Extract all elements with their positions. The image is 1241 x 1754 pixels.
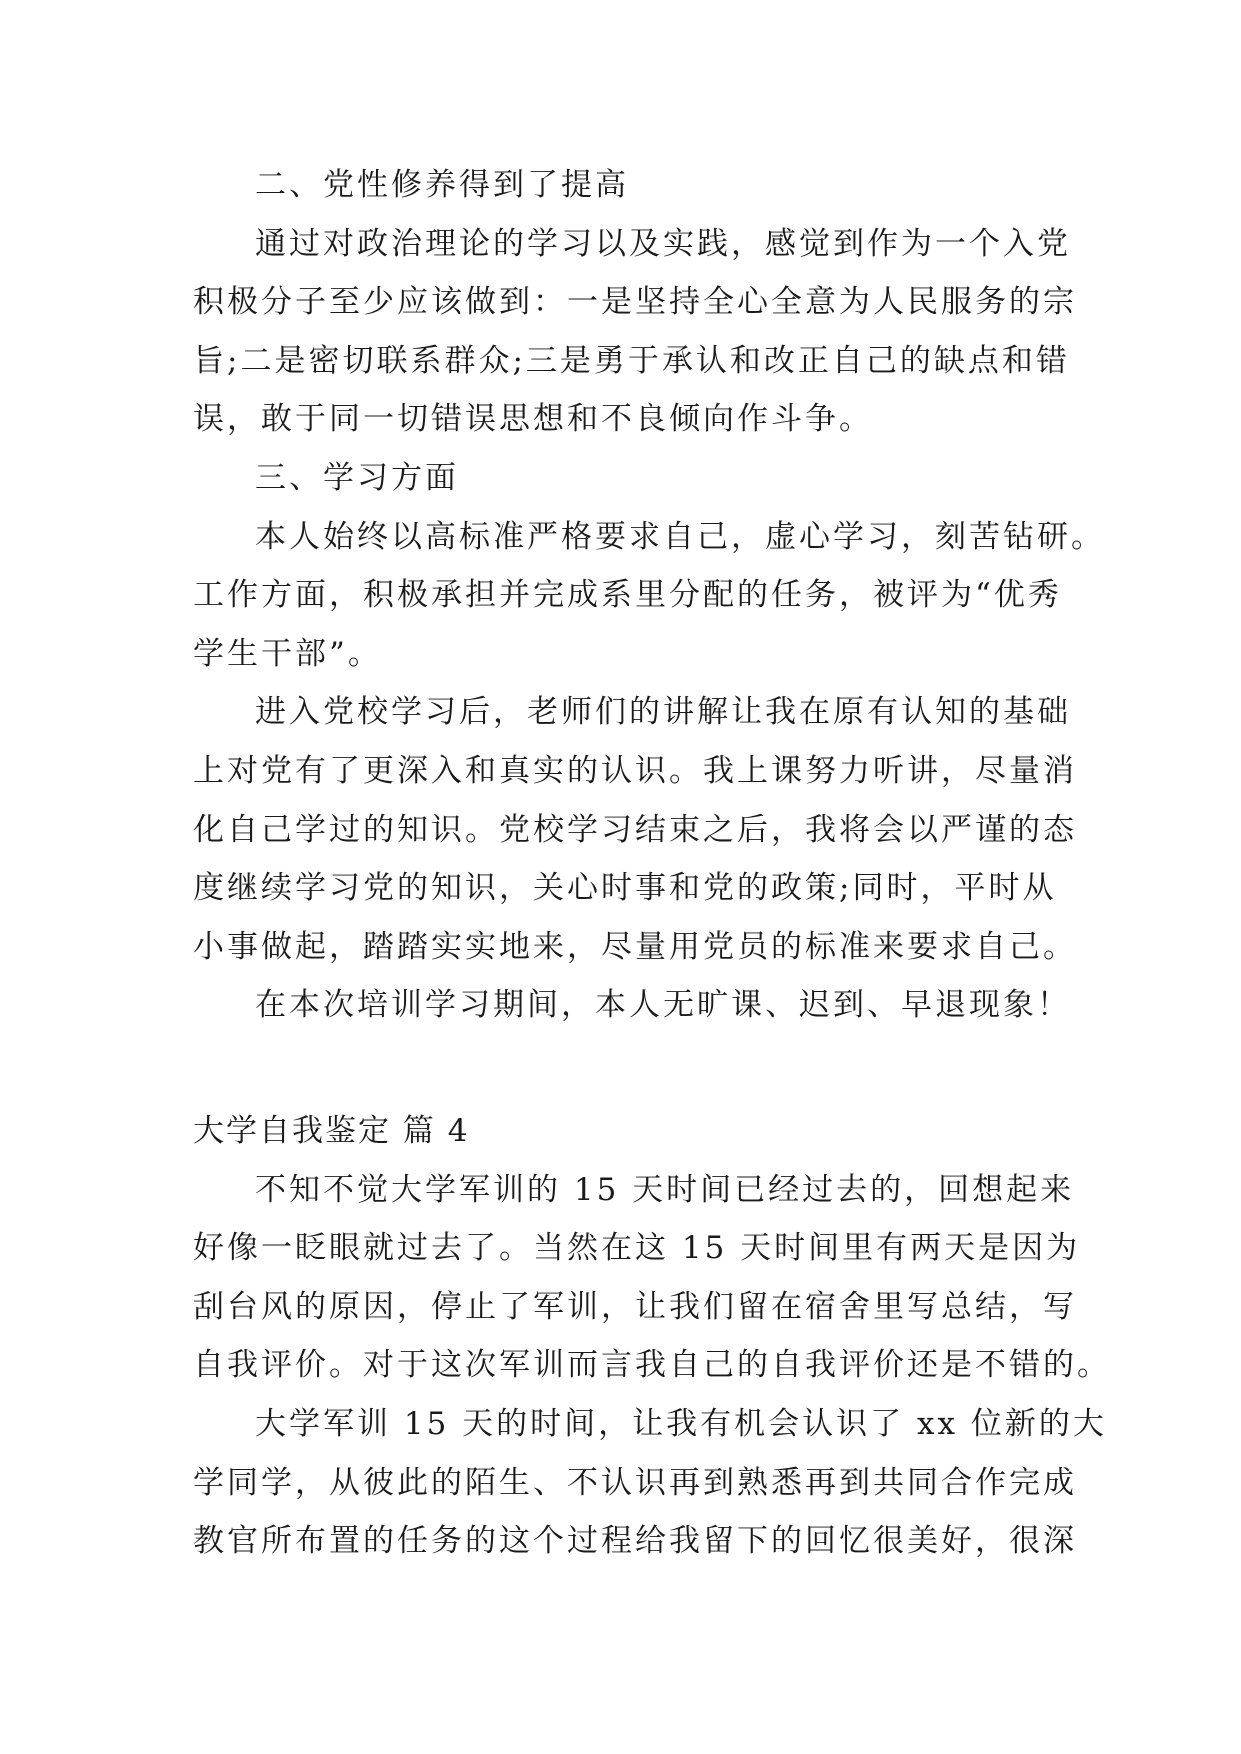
paragraph-line: 进入党校学习后，老师们的讲解让我在原有认知的基础 bbox=[255, 694, 1071, 731]
paragraph-line: 误，敢于同一切错误思想和不良倾向作斗争。 bbox=[193, 401, 873, 438]
paragraph-line: 不知不觉大学军训的 15 天时间已经过去的，回想起来 bbox=[255, 1171, 1075, 1208]
paragraph-line: 化自己学过的知识。党校学习结束之后，我将会以严谨的态 bbox=[193, 811, 1077, 848]
paragraph-line: 旨;二是密切联系群众;三是勇于承认和改正自己的缺点和错 bbox=[193, 342, 1070, 379]
paragraph-line: 刮台风的原因，停止了军训，让我们留在宿舍里写总结，写 bbox=[193, 1288, 1077, 1325]
article-title: 大学自我鉴定 篇 4 bbox=[193, 1113, 470, 1149]
paragraph-line: 积极分子至少应该做到：一是坚持全心全意为人民服务的宗 bbox=[193, 284, 1077, 321]
paragraph-line: 度继续学习党的知识，关心时事和党的政策;同时，平时从 bbox=[193, 870, 1057, 907]
paragraph-line: 学同学，从彼此的陌生、不认识再到熟悉再到共同合作完成 bbox=[193, 1464, 1077, 1501]
section-3 bbox=[193, 449, 1105, 1035]
paragraph-line: 学生干部”。 bbox=[193, 635, 382, 672]
section-heading: 二、党性修养得到了提高 bbox=[255, 167, 629, 203]
paragraph-line: 上对党有了更深入和真实的认识。我上课努力听讲，尽量消 bbox=[193, 752, 1077, 789]
paragraph-line: 工作方面，积极承担并完成系里分配的任务，被评为“优秀 bbox=[193, 577, 1062, 614]
paragraph-line: 自我评价。对于这次军训而言我自己的自我评价还是不错的。 bbox=[193, 1347, 1111, 1384]
section-heading: 三、学习方面 bbox=[255, 460, 459, 496]
paragraph-line: 好像一眨眼就过去了。当然在这 15 天时间里有两天是因为 bbox=[193, 1230, 1081, 1267]
paragraph-line: 在本次培训学习期间，本人无旷课、迟到、早退现象！ bbox=[255, 987, 1071, 1024]
paragraph-line: 通过对政治理论的学习以及实践，感觉到作为一个入党 bbox=[255, 225, 1071, 262]
paragraph-line: 大学军训 15 天的时间，让我有机会认识了 xx 位新的大 bbox=[255, 1405, 1107, 1442]
article-4 bbox=[193, 1102, 1111, 1571]
paragraph-line: 教官所布置的任务的这个过程给我留下的回忆很美好，很深 bbox=[193, 1523, 1077, 1560]
paragraph-line: 小事做起，踏踏实实地来，尽量用党员的标准来要求自己。 bbox=[193, 928, 1077, 965]
section-2 bbox=[193, 156, 1077, 449]
paragraph-line: 本人始终以高标准严格要求自己，虚心学习，刻苦钻研。 bbox=[255, 518, 1105, 555]
